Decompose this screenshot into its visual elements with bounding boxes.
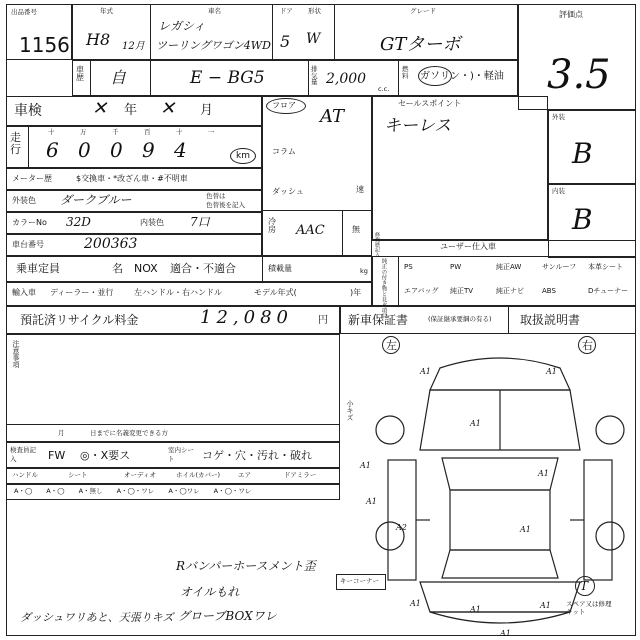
chassis-label: 車台番号 [12, 240, 44, 249]
car-trunk [420, 582, 580, 612]
option-item: PW [450, 263, 462, 271]
col-seat: シート [68, 471, 88, 479]
damage-mark: A1 [410, 599, 421, 608]
score-label: 評価点 [559, 10, 583, 19]
damage-mark: A1 [366, 497, 377, 506]
import-value: ディーラー・並行 [50, 288, 114, 297]
inspection-label: 車検 [14, 103, 42, 119]
inspection-month-mark: ✕ [160, 98, 176, 119]
color-no-label: カラーNo [12, 218, 47, 227]
option-item: PS [404, 263, 413, 271]
inner-color-value: 7口 [190, 215, 210, 229]
comment-line-1: Rバンパーホースメント歪 [176, 559, 316, 573]
floor-circle [266, 98, 306, 114]
name-label: 車名 [208, 7, 221, 15]
sales-point-value: キーレス [384, 116, 452, 136]
outer-color-label: 外装色 [12, 196, 36, 205]
meter-options: $交換車・*改ざん車・#不明車 [76, 174, 188, 183]
mileage-unit: 万 [80, 128, 87, 136]
mileage-unit: 百 [144, 128, 151, 136]
user-label: ユーザー仕入車 [440, 242, 496, 251]
sales-point-label: セールスポイント [398, 99, 462, 108]
mileage-digit: 4 [174, 138, 187, 162]
mileage-unit: 十 [176, 128, 183, 136]
damage-mark: A1 [520, 525, 531, 534]
left-label: 左 [386, 339, 397, 352]
comment-line-4: ダッシュワリあと、天張りキズ [20, 611, 174, 624]
ac-value: AAC [296, 223, 325, 238]
exterior-label: 外装 [552, 113, 565, 121]
option-item: 純正TV [450, 287, 474, 295]
reg-value: 自 [110, 68, 127, 87]
lot-box [6, 4, 72, 60]
meter-label: メーター歴 [12, 174, 52, 183]
col-grille: ドアミラー [284, 471, 317, 479]
damage-mark: A1 [470, 605, 481, 614]
inspection-year: 年 [124, 103, 138, 118]
mileage-unit: 一 [208, 128, 215, 136]
year-label: 年式 [100, 7, 113, 15]
deadline-month: 月 [58, 429, 65, 437]
inner-color-label: 内装色 [140, 218, 164, 227]
wheel-front-right [596, 416, 624, 444]
interior-label: 内装 [552, 187, 565, 195]
option-item: 本革シート [588, 263, 623, 271]
lot-label: 出品番号 [11, 8, 37, 16]
ac-label: 冷房 [268, 217, 276, 234]
paint-note-1: 色替は [206, 192, 226, 200]
seat-value: コゲ・穴・汚れ・破れ [202, 449, 312, 462]
doors-label: ドア [280, 7, 293, 15]
warranty-note: (保証継承要綱の有る) [428, 315, 492, 323]
grade-label: グレード [410, 7, 436, 15]
subtable-row-values: A・◯ A・◯ A・無し A・◯・ワレ A・◯ワレ A・◯・ワレ [14, 487, 252, 495]
options-side-note: 純正の付き物と見ぞ項目 [380, 258, 387, 319]
damage-mark: A2 [396, 523, 407, 532]
score-box [518, 4, 636, 110]
inspection-year-mark: ✕ [92, 98, 108, 119]
right-label: 右 [582, 339, 593, 352]
left-side-body [388, 460, 416, 580]
spare-label: スペア又は修理キット [566, 600, 612, 616]
option-item: 純正ナビ [496, 287, 524, 295]
recycle-value: 12,080 [200, 307, 293, 328]
small-damage-label: 小キズ [346, 400, 354, 421]
month-value: 12月 [122, 41, 145, 52]
col-air: エア [238, 471, 251, 479]
option-item: 純正AW [496, 263, 522, 271]
warranty-label: 新車保証書 [348, 313, 409, 327]
fuel-label: 燃料 [402, 65, 409, 80]
fuel-circle [418, 66, 452, 86]
handle-value: 左ハンドル・右ハンドル [134, 288, 222, 297]
mileage-label: 走行 [10, 131, 21, 156]
speed-label: 速 [356, 185, 364, 194]
persons-label: 乗車定員 [16, 262, 60, 275]
model-value: E − BG5 [190, 68, 265, 88]
mileage-digit: 0 [78, 138, 91, 162]
name-value-1: レガシィ [158, 19, 206, 33]
shape-value: W [306, 31, 321, 47]
year-value: H8 [86, 30, 111, 49]
comment-line-2: オイルもれ [180, 585, 240, 599]
repair-note: 修復歴記入 [374, 232, 380, 257]
persons-unit: 名 [112, 262, 123, 275]
lot-number: 1156 [19, 33, 70, 57]
comment-line-3: グローブBOXワレ [178, 609, 277, 623]
mileage-digit: 9 [142, 138, 155, 162]
displacement-label: 排気量 [311, 65, 318, 86]
damage-mark: A1 [470, 419, 481, 428]
col-handle: ハンドル [12, 471, 38, 479]
mileage-unit: 十 [48, 128, 55, 136]
recycle-unit: 円 [318, 315, 328, 326]
none-label: 無 [352, 225, 360, 234]
wheel-front-left [376, 416, 404, 444]
model-year-unit: )年 [350, 288, 362, 297]
col-wheel: ホイル(カバー) [176, 471, 221, 479]
model-year-label: モデル年式( [254, 288, 297, 297]
chassis-value: 200363 [84, 236, 138, 252]
at-value: AT [320, 106, 345, 127]
column-label: コラム [272, 147, 296, 156]
paint-note-2: 色替後を記入 [206, 201, 245, 209]
mileage-digit: 6 [46, 138, 59, 162]
cc-label: c.c. [378, 85, 390, 93]
grade-value: GTターボ [380, 34, 461, 55]
mileage-digit: 0 [110, 138, 123, 162]
doors-value: 5 [280, 32, 291, 51]
outer-color-value: ダークブルー [60, 193, 132, 207]
col-audio: オーディオ [124, 471, 156, 479]
fw-label: FW [48, 449, 66, 462]
recycle-label: 預託済リサイクル料金 [20, 313, 139, 327]
right-side-body [584, 460, 612, 580]
dash-label: ダッシュ [272, 187, 304, 196]
km-circle [230, 148, 256, 164]
displacement-value: 2,000 [326, 71, 367, 87]
name-value-2: ツーリングワゴン4WD [156, 39, 271, 52]
damage-mark: A1 [538, 469, 549, 478]
option-item: ABS [542, 287, 556, 295]
corner-label: キーコーナー [340, 577, 379, 585]
km-unit: km [236, 151, 250, 161]
color-no-value: 32D [66, 215, 91, 229]
inspector-label: 検査員記入 [10, 446, 36, 463]
damage-mark: A1 [360, 461, 371, 470]
inspection-month: 月 [200, 103, 214, 118]
nox-label: NOX [134, 262, 158, 275]
notes-title: 注意事項 [12, 340, 20, 368]
load-label: 積載量 [268, 264, 292, 273]
car-diagram [370, 350, 630, 630]
damage-mark: A1 [540, 601, 551, 610]
score-value: 3.5 [547, 52, 611, 98]
option-item: Dチューナー [588, 287, 629, 295]
option-item: エアバッグ [404, 287, 439, 295]
import-label: 輸入車 [12, 288, 36, 297]
mileage-row [6, 126, 262, 168]
deadline-text: 日までに名義変更できる方 [90, 429, 168, 437]
car-rear-window [442, 550, 558, 578]
manual-label: 取扱説明書 [520, 313, 581, 327]
damage-mark: A1 [420, 367, 431, 376]
fw-value: ◎・X要ス [80, 449, 131, 462]
load-unit: kg [360, 267, 368, 275]
interior-value: B [572, 203, 593, 236]
car-rear-bumper [430, 612, 570, 623]
seat-label: 室内シート [168, 446, 194, 463]
fuel-value: ガソリン・)・軽油 [420, 71, 504, 82]
deadline-row [6, 424, 340, 442]
wheel-rear-right [596, 522, 624, 550]
option-item: サンルーフ [542, 263, 577, 271]
spare-mark: T [580, 579, 589, 593]
floor-label: フロア [272, 101, 296, 110]
reg-label: 車歴 [76, 65, 84, 82]
exterior-value: B [572, 137, 593, 170]
mileage-unit: 千 [112, 128, 119, 136]
car-roof [450, 490, 550, 550]
shape-label: 形状 [308, 7, 321, 15]
nox-value: 適合・不適合 [170, 262, 236, 275]
damage-mark: A1 [500, 629, 511, 638]
damage-mark: A1 [546, 367, 557, 376]
